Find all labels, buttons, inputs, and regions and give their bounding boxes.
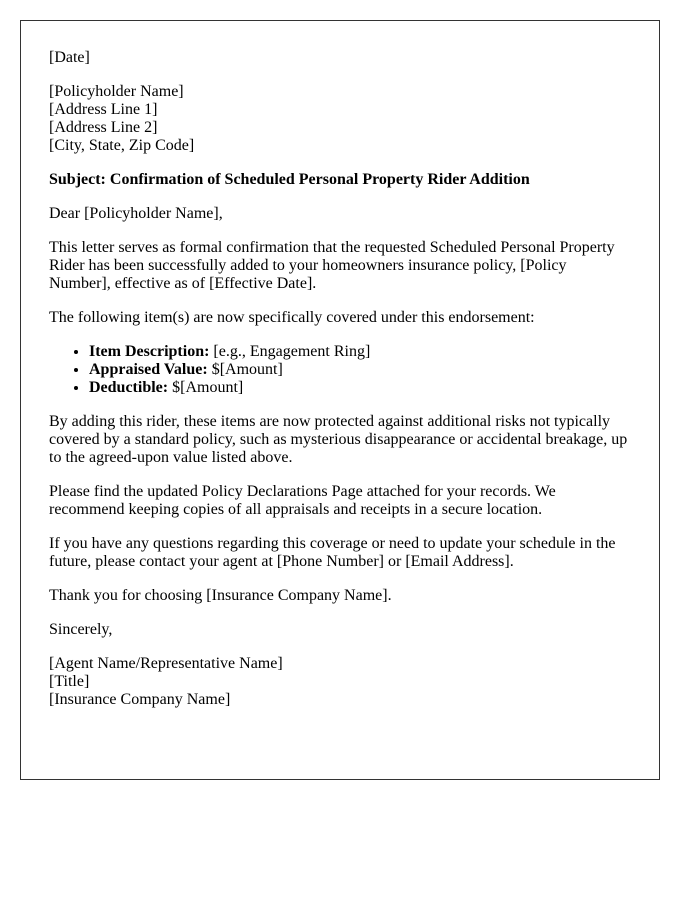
item-description-value: [e.g., Engagement Ring] bbox=[209, 343, 371, 360]
recipient-city-state-zip: [City, State, Zip Code] bbox=[49, 137, 195, 154]
thanks-paragraph: Thank you for choosing [Insurance Company Name]. bbox=[49, 587, 392, 604]
salutation: Dear [Policyholder Name], bbox=[49, 205, 223, 222]
letter-subject: Subject: Confirmation of Scheduled Personal Property Rider Addition bbox=[49, 171, 530, 188]
signature-block bbox=[49, 655, 631, 709]
questions-paragraph: If you have any questions regarding this coverage or need to update your schedule in the future, please contact your agent at [Phone Number] or [Email Address]. bbox=[49, 535, 616, 570]
list-item-item-description bbox=[89, 343, 631, 361]
signature-name: [Agent Name/Representative Name] bbox=[49, 655, 283, 672]
list-item-deductible bbox=[89, 379, 631, 397]
item-description-label: Item Description: bbox=[89, 343, 210, 360]
recipient-name: [Policyholder Name] bbox=[49, 83, 184, 100]
signature-company: [Insurance Company Name] bbox=[49, 691, 231, 708]
appraised-value-label: Appraised Value: bbox=[89, 361, 208, 378]
protection-paragraph: By adding this rider, these items are now protected against additional risks not typically covered by a standard policy, such as mysterious disappearance or accidental breakage, up to the agreed-upon value listed above. bbox=[49, 413, 628, 466]
appraised-value-value: $[Amount] bbox=[207, 361, 283, 378]
covered-items-list bbox=[49, 343, 631, 397]
recipient-address-line-2: [Address Line 2] bbox=[49, 119, 158, 136]
closing: Sincerely, bbox=[49, 621, 113, 638]
items-intro-paragraph: The following item(s) are now specifically covered under this endorsement: bbox=[49, 309, 535, 326]
deductible-label: Deductible: bbox=[89, 379, 169, 396]
letter-date: [Date] bbox=[49, 49, 90, 66]
deductible-value: $[Amount] bbox=[168, 379, 244, 396]
recipient-address-block bbox=[49, 83, 631, 155]
recipient-address-line-1: [Address Line 1] bbox=[49, 101, 158, 118]
signature-title: [Title] bbox=[49, 673, 90, 690]
declarations-paragraph: Please find the updated Policy Declarations Page attached for your records. We recommend keeping copies of all appraisals and receipts in a secure location. bbox=[49, 483, 556, 518]
letter-page bbox=[20, 20, 660, 780]
intro-paragraph: This letter serves as formal confirmation that the requested Scheduled Personal Property Rider has been successfully added to your homeowners insurance policy, [Policy Number], effective as of [Effective Date]. bbox=[49, 239, 615, 292]
list-item-appraised-value bbox=[89, 361, 631, 379]
